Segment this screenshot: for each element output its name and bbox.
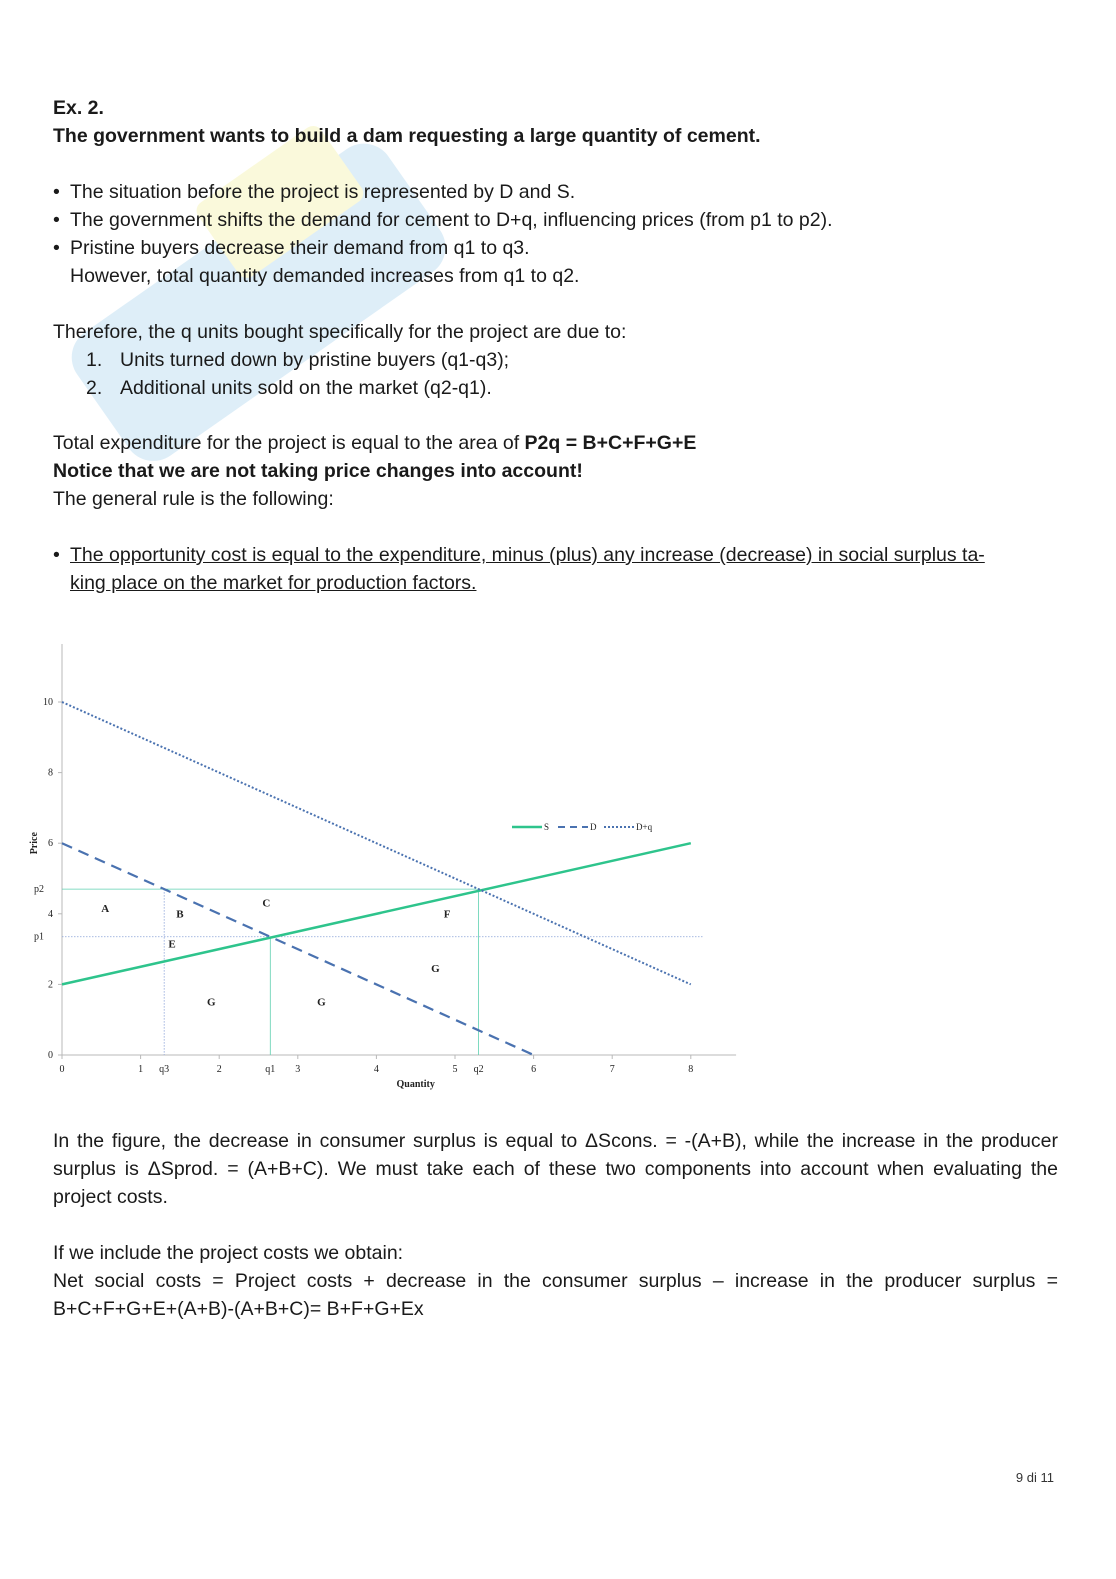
total-expenditure-formula: P2q = B+C+F+G+E: [524, 432, 697, 454]
special-y-tick-label: p1: [34, 931, 44, 943]
x-tick-label: 1: [138, 1064, 144, 1075]
item-text: Units turned down by pristine buyers (q1-q3);: [120, 349, 510, 371]
therefore-block: [53, 318, 1058, 402]
bullet-item: • The situation before the project is represented by D and S.: [53, 181, 576, 203]
x-tick-label: 5: [452, 1064, 458, 1075]
numbered-item: [53, 346, 1058, 374]
therefore-text: Therefore, the q units bought specifically for the project are due to:: [53, 321, 627, 343]
x-tick-label: 7: [609, 1064, 615, 1075]
numbered-item: [53, 374, 1058, 402]
x-tick-label: 6: [531, 1064, 537, 1075]
x-tick-label: 3: [295, 1064, 301, 1075]
special-x-tick-label: q3: [159, 1064, 170, 1075]
situation-bullets: [53, 178, 1058, 290]
area-label: B: [176, 908, 184, 921]
y-tick-label: 2: [48, 979, 53, 991]
x-tick-label: 2: [216, 1064, 222, 1075]
area-label: F: [443, 908, 451, 921]
supply-demand-chart: [20, 640, 750, 1100]
bullet-text: The situation before the project is represented by D and S.: [70, 181, 576, 203]
include-text: If we include the project costs we obtain:: [53, 1242, 404, 1264]
rule-line-2: king place on the market for production factors.: [70, 572, 477, 594]
y-axis-title: Price: [29, 832, 40, 855]
exercise-title: The government wants to build a dam requesting a large quantity of cement.: [53, 125, 761, 147]
x-axis-title: Quantity: [396, 1079, 435, 1090]
exercise-number: Ex. 2.: [53, 97, 104, 119]
y-tick-label: 8: [48, 767, 53, 779]
bullet-item: • The government shifts the demand for cement to D+q, influencing prices (from p1 to p2).: [53, 209, 833, 231]
bullet-item: • Pristine buyers decrease their demand from q1 to q3.: [53, 237, 530, 259]
y-tick-label: 6: [48, 838, 53, 850]
net-social-costs: Net social costs = Project costs + decrease in the consumer surplus – increase in the producer surplus = B+C+F+G+E+(A+B)-(A+B+C)= B+F+G+Ex: [53, 1270, 1058, 1320]
y-tick-label: 10: [43, 697, 53, 708]
item-text: Additional units sold on the market (q2-q1).: [120, 377, 492, 399]
notice-text: Notice that we are not taking price changes into account!: [53, 460, 583, 482]
area-label: E: [168, 938, 176, 951]
page-number: 9 di 11: [1015, 1470, 1054, 1485]
total-expenditure: [53, 429, 1058, 457]
rule-line-1: The opportunity cost is equal to the expenditure, minus (plus) any increase (decrease) in social surplus ta-: [70, 544, 985, 566]
bullet-continuation: However, total quantity demanded increases from q1 to q2.: [70, 265, 580, 287]
special-x-tick-label: q2: [473, 1064, 484, 1075]
figure-explanation: In the figure, the decrease in consumer surplus is equal to ΔScons. = -(A+B), while the increase in the producer surplus is ΔSprod. = (A+B+C). We must take each of these two components into account when evaluating the project costs.: [53, 1130, 1058, 1208]
y-tick-label: 0: [48, 1050, 53, 1061]
series-line-s: [62, 843, 691, 984]
area-label: C: [262, 897, 271, 910]
bullet-text: Pristine buyers decrease their demand from q1 to q3.: [70, 237, 530, 259]
bullet-text: The government shifts the demand for cement to D+q, influencing prices (from p1 to p2).: [70, 209, 833, 231]
series-line-dplusq: [62, 702, 691, 984]
x-tick-label: 8: [688, 1064, 694, 1075]
exercise-header: [53, 94, 1058, 150]
legend-label: D: [590, 822, 597, 832]
area-label: G: [431, 963, 440, 976]
area-label: G: [207, 996, 216, 1009]
special-y-tick-label: p2: [34, 884, 44, 896]
total-expenditure-text: Total expenditure for the project is equal to the area of: [53, 432, 525, 454]
expenditure-block: [53, 429, 1058, 513]
y-tick-label: 4: [48, 908, 53, 920]
legend-label: D+q: [636, 822, 653, 832]
x-tick-label: 0: [59, 1064, 65, 1075]
area-label: A: [101, 903, 110, 916]
special-x-tick-label: q1: [265, 1064, 276, 1075]
chart-svg: [20, 640, 750, 1100]
rule-block: [53, 541, 1058, 597]
conclusion-block: [53, 1239, 1058, 1323]
item-number: 2.: [86, 377, 103, 399]
rule-bullet: • The opportunity cost is equal to the expenditure, minus (plus) any increase (decrease) in social surplus ta-: [53, 544, 985, 566]
area-label: G: [317, 996, 326, 1009]
legend-label: S: [544, 822, 550, 832]
general-rule-text: The general rule is the following:: [53, 488, 334, 510]
rule-continuation: [53, 569, 1058, 597]
x-tick-label: 4: [373, 1064, 379, 1075]
item-number: 1.: [86, 349, 103, 371]
series-line-d: [62, 843, 534, 1055]
